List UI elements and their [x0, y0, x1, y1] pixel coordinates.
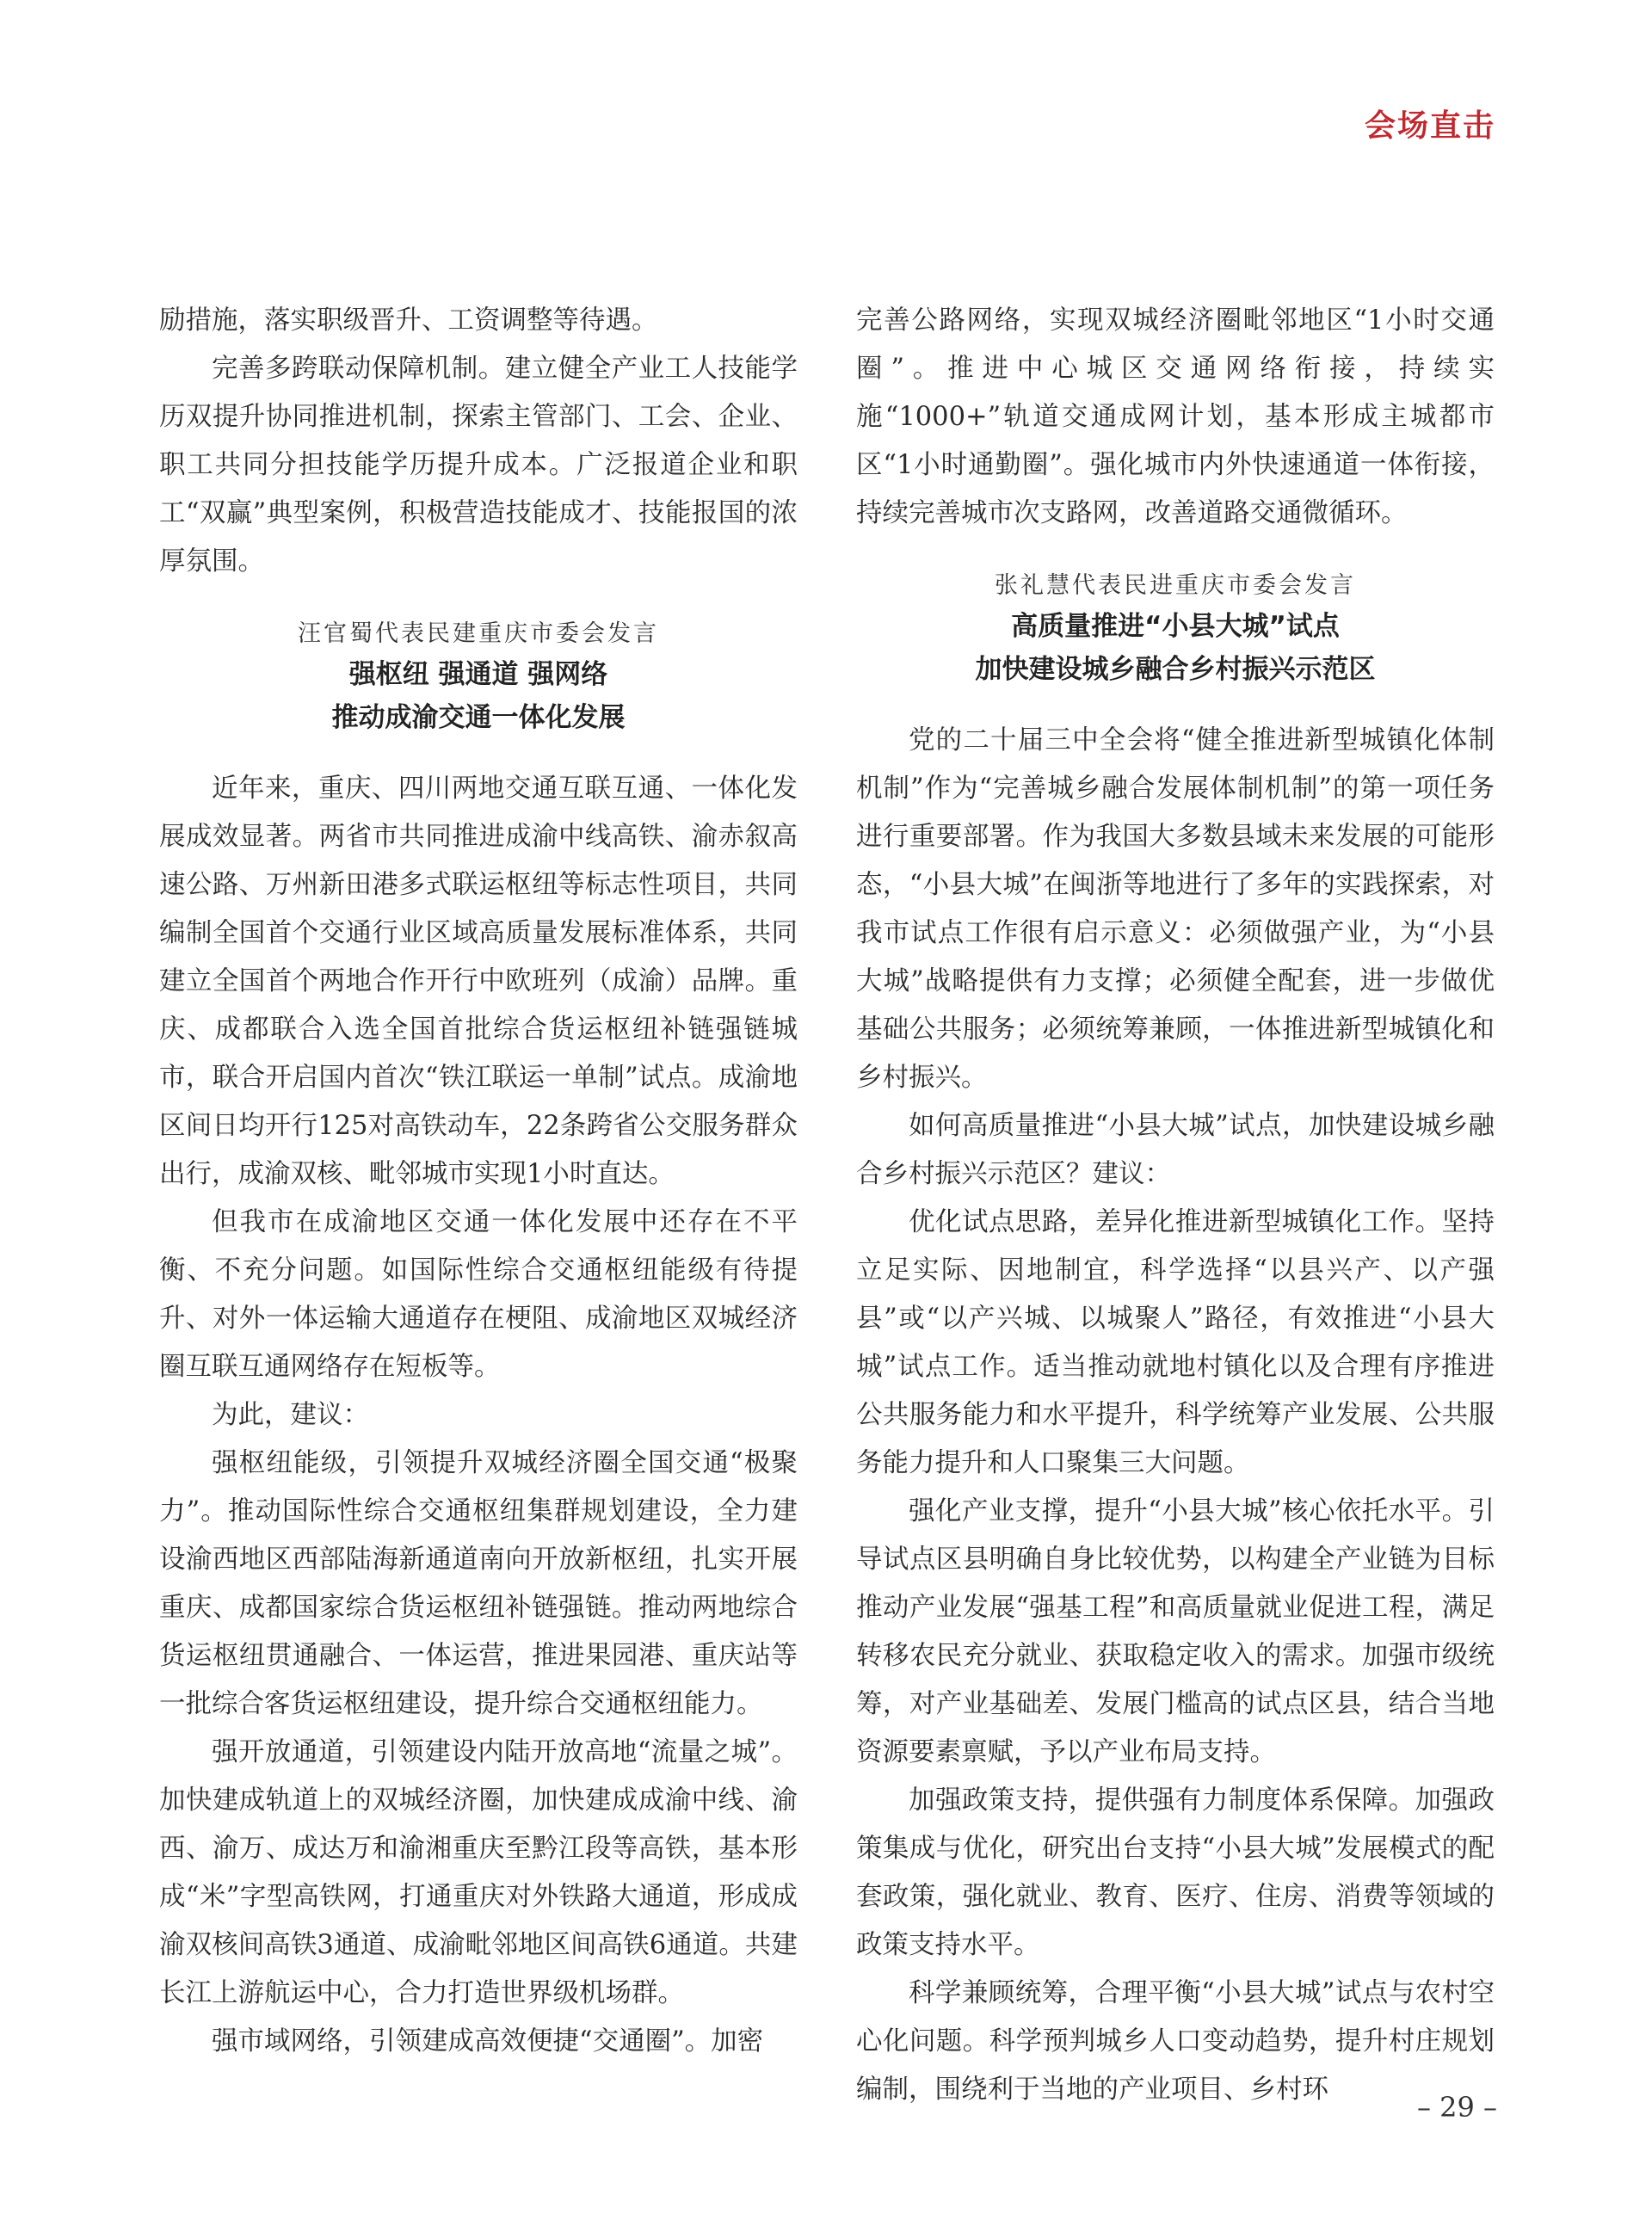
article-subheadline: 推动成渝交通一体化发展	[331, 702, 626, 733]
article-subheadline: 加快建设城乡融合乡村振兴示范区	[975, 654, 1376, 685]
body-paragraph: 党的二十届三中全会将“健全推进新型城镇化体制机制”作为“完善城乡融合发展体制机制”的第一项任务进行重要部署。作为我国大多数县域未来发展的可能形态，“小县大城”在闽浙等地进行了多年的实践探索，对我市试点工作很有启示意义：必须做强产业，为“小县大城”战略提供有力支撑；必须健全配套，进一步做优基础公共服务；必须统筹兼顾，一体推进新型城镇化和乡村振兴。	[856, 725, 1495, 1093]
body-paragraph: 但我市在成渝地区交通一体化发展中还存在不平衡、不充分问题。如国际性综合交通枢纽能级有待提升、对外一体运输大通道存在梗阻、成渝地区双城经济圈互联互通网络存在短板等。	[159, 1207, 798, 1382]
continued-paragraph: 励措施，落实职级晋升、工资调整等待遇。	[159, 305, 658, 336]
article-header	[856, 567, 1495, 691]
body-paragraph: 科学兼顾统筹，合理平衡“小县大城”试点与农村空心化问题。科学预判城乡人口变动趋势，提升村庄规划编制，围绕利于当地的产业项目、乡村环	[856, 1978, 1495, 2105]
body-paragraph: 近年来，重庆、四川两地交通互联互通、一体化发展成效显著。两省市共同推进成渝中线高铁、渝赤叙高速公路、万州新田港多式联运枢纽等标志性项目，共同编制全国首个交通行业区域高质量发展标准体系，共同建立全国首个两地合作开行中欧班列（成渝）品牌。重庆、成都联合入选全国首批综合货运枢纽补链强链城市，联合开启国内首次“铁江联运一单制”试点。成渝地区间日均开行125对高铁动车，22条跨省公交服务群众出行，成渝双核、毗邻城市实现1小时直达。	[159, 774, 798, 1189]
right-column	[856, 297, 1495, 2114]
speaker-line: 汪官蜀代表民建重庆市委会发言	[298, 620, 659, 647]
body-paragraph: 加强政策支持，提供强有力制度体系保障。加强政策集成与优化，研究出台支持“小县大城”发展模式的配套政策，强化就业、教育、医疗、住房、消费等领域的政策支持水平。	[856, 1785, 1495, 1960]
body-paragraph: 强枢纽能级，引领提升双城经济圈全国交通“极聚力”。推动国际性综合交通枢纽集群规划建设，全力建设渝西地区西部陆海新通道南向开放新枢纽，扎实开展重庆、成都国家综合货运枢纽补链强链。推动两地综合货运枢纽贯通融合、一体运营，推进果园港、重庆站等一批综合客货运枢纽建设，提升综合交通枢纽能力。	[159, 1448, 798, 1719]
page-number: – 29 –	[1416, 2091, 1497, 2124]
article-header	[159, 615, 798, 739]
speaker-line: 张礼慧代表民进重庆市委会发言	[995, 572, 1356, 599]
body-paragraph: 强化产业支撑，提升“小县大城”核心依托水平。引导试点区县明确自身比较优势，以构建全产业链为目标推动产业发展“强基工程”和高质量就业促进工程，满足转移农民充分就业、获取稳定收入的需求。加强市级统筹，对产业基础差、发展门槛高的试点区县，结合当地资源要素禀赋，予以产业布局支持。	[856, 1496, 1495, 1767]
body-paragraph: 优化试点思路，差异化推进新型城镇化工作。坚持立足实际、因地制宜，科学选择“以县兴产、以产强县”或“以产兴城、以城聚人”路径，有效推进“小县大城”试点工作。适当推动就地村镇化以及合理有序推进公共服务能力和水平提升，科学统筹产业发展、公共服务能力提升和人口聚集三大问题。	[856, 1207, 1495, 1478]
continued-paragraph: 完善公路网络，实现双城经济圈毗邻地区“1小时交通圈”。推进中心城区交通网络衔接，持续实施“1000+”轨道交通成网计划，基本形成主城都市区“1小时通勤圈”。强化城市内外快速通道一体衔接，持续完善城市次支路网，改善道路交通微循环。	[856, 305, 1495, 528]
body-paragraph: 如何高质量推进“小县大城”试点，加快建设城乡融合乡村振兴示范区？建议：	[856, 1111, 1495, 1189]
body-paragraph: 强开放通道，引领建设内陆开放高地“流量之城”。加快建成轨道上的双城经济圈，加快建成成渝中线、渝西、渝万、成达万和渝湘重庆至黔江段等高铁，基本形成“米”字型高铁网，打通重庆对外铁路大通道，形成成渝双核间高铁3通道、成渝毗邻地区间高铁6通道。共建长江上游航运中心，合力打造世界级机场群。	[159, 1737, 798, 2008]
body-paragraph: 完善多跨联动保障机制。建立健全产业工人技能学历双提升协同推进机制，探索主管部门、工会、企业、职工共同分担技能学历提升成本。广泛报道企业和职工“双赢”典型案例，积极营造技能成才、技能报国的浓厚氛围。	[159, 354, 798, 577]
section-tag: 会场直击	[1364, 108, 1495, 144]
article-headline: 高质量推进“小县大城”试点	[1011, 611, 1340, 642]
body-paragraph: 为此，建议：	[212, 1400, 369, 1430]
body-paragraph: 强市域网络，引领建成高效便捷“交通圈”。加密	[212, 2026, 764, 2056]
left-column	[159, 297, 798, 2066]
article-headline: 强枢纽 强通道 强网络	[348, 659, 608, 690]
